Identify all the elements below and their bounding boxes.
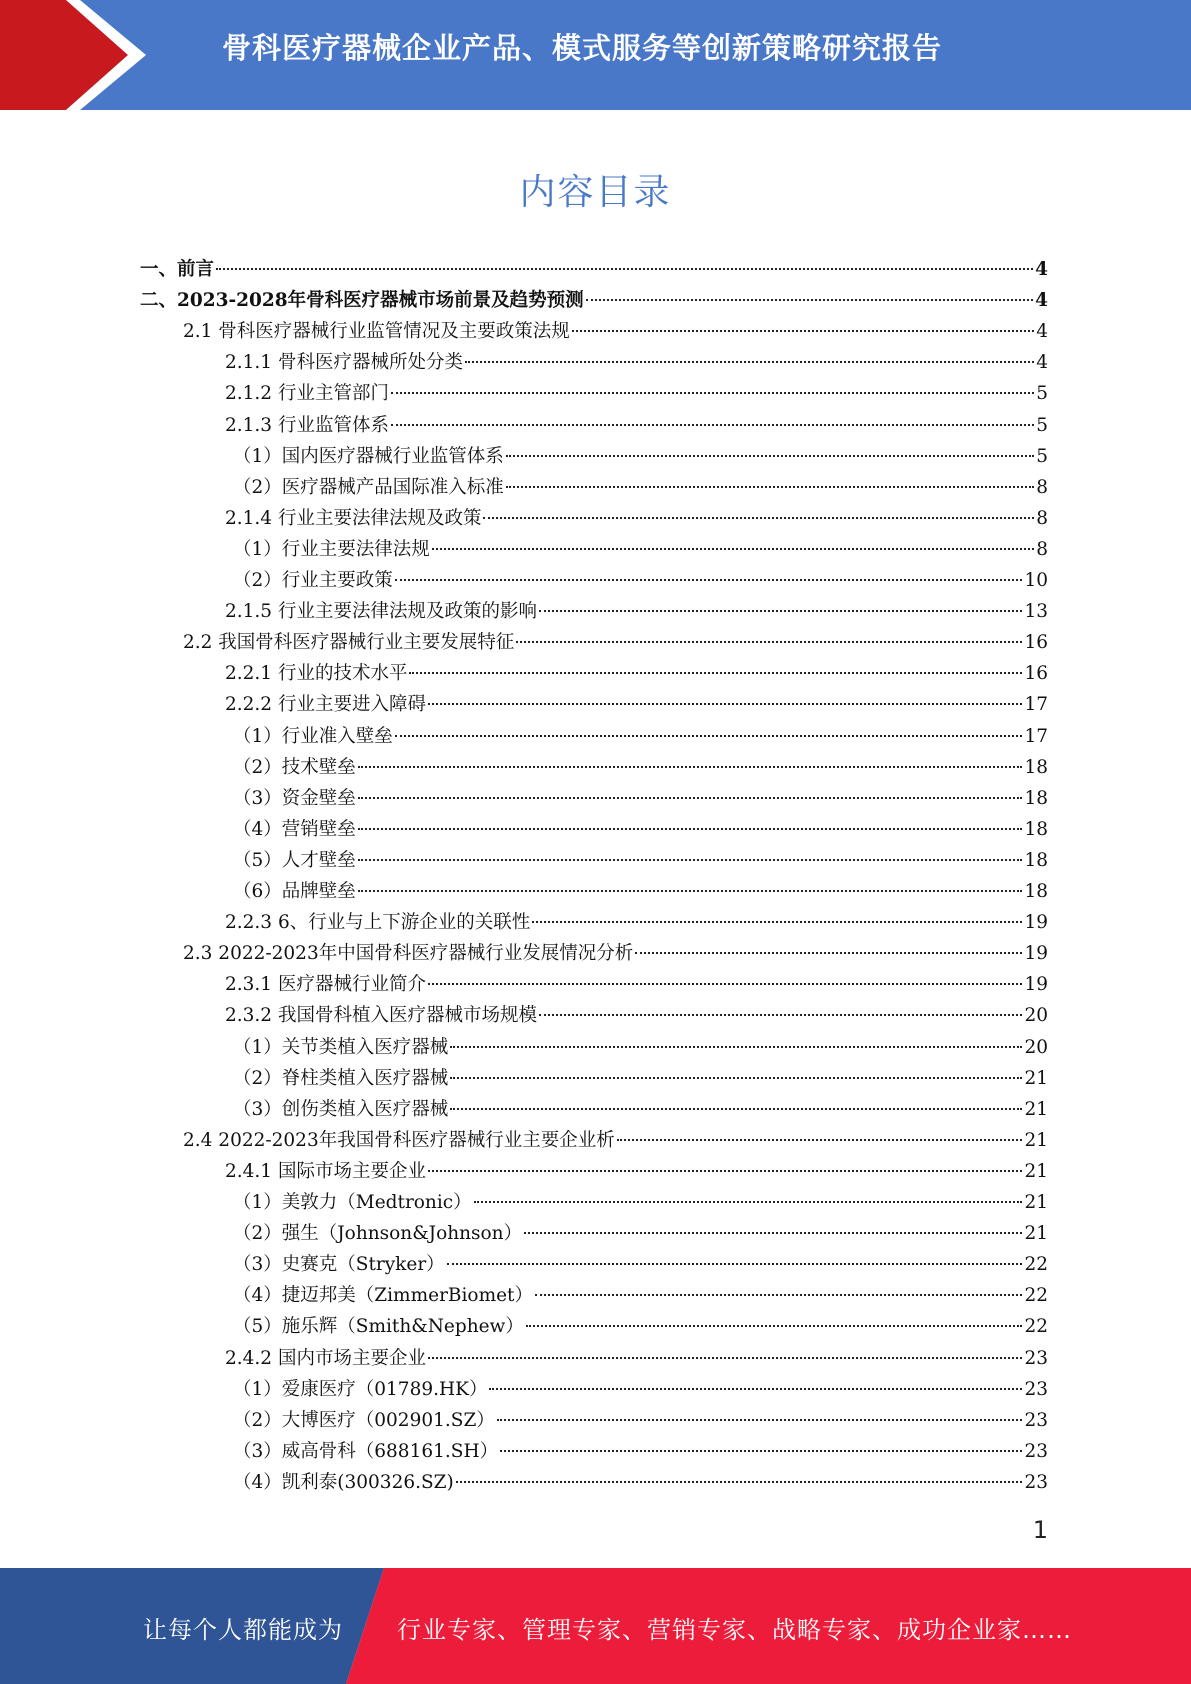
toc-entry-label: 2.1.1 骨科医疗器械所处分类 [225, 352, 463, 374]
toc-entry[interactable] [233, 1032, 1048, 1063]
toc-leader-dots [395, 735, 1023, 737]
toc-entry[interactable] [233, 1280, 1048, 1311]
toc-entry-page: 23 [1024, 1471, 1048, 1493]
toc-entry-page: 23 [1024, 1378, 1048, 1400]
toc-entry-page: 19 [1024, 943, 1048, 965]
toc-entry-label: （5）人才壁垒 [233, 849, 356, 871]
toc-entry-label: （2）技术壁垒 [233, 756, 356, 778]
footer-slogan-right: 行业专家、管理专家、营销专家、战略专家、成功企业家…… [397, 1616, 1072, 1644]
toc-entry-label: （1）关节类植入医疗器械 [233, 1036, 449, 1058]
toc-leader-dots [450, 1077, 1022, 1079]
toc-entry[interactable] [233, 534, 1048, 565]
toc-entry[interactable] [233, 441, 1048, 472]
toc-entry-label: 2.3.1 医疗器械行业简介 [225, 974, 426, 996]
toc-leader-dots [450, 1108, 1022, 1110]
toc-entry-label: （1）美敦力（Medtronic） [233, 1192, 472, 1213]
toc-entry-page: 4 [1035, 290, 1048, 312]
toc-leader-dots [428, 1170, 1022, 1172]
toc-entry[interactable] [183, 938, 1048, 969]
toc-entry-label: （5）施乐辉（Smith&Nephew） [233, 1316, 524, 1338]
toc-leader-dots [539, 1014, 1022, 1016]
toc-leader-dots [432, 548, 1034, 550]
toc-leader-dots [428, 983, 1022, 985]
toc-entry-label: 2.4.1 国际市场主要企业 [225, 1160, 426, 1182]
toc-entry-label: （1）行业主要法律法规 [233, 538, 430, 560]
toc-entry-page: 16 [1024, 632, 1048, 654]
toc-entry-page: 4 [1036, 321, 1048, 343]
toc-leader-dots [572, 330, 1034, 332]
toc-entry-page: 19 [1024, 912, 1048, 934]
footer-slogan-left: 让每个人都能成为 [143, 1616, 343, 1644]
toc-entry-label: （1）行业准入壁垒 [233, 725, 393, 747]
toc-leader-dots [395, 579, 1023, 581]
toc-entry-label: 2.4 2022-2023年我国骨科医疗器械行业主要企业析 [183, 1129, 615, 1151]
toc-entry-label: （6）品牌壁垒 [233, 881, 356, 902]
toc-leader-dots [635, 952, 1022, 954]
toc-entry-label: （3）创伤类植入医疗器械 [233, 1098, 449, 1120]
toc-entry-page: 22 [1024, 1316, 1048, 1338]
toc-entry-label: （3）资金壁垒 [233, 787, 356, 809]
report-title: 骨科医疗器械企业产品、模式服务等创新策略研究报告 [222, 31, 943, 65]
toc-entry-page: 8 [1036, 538, 1048, 560]
toc-entry[interactable] [225, 1156, 1048, 1187]
toc-entry-page: 18 [1024, 849, 1048, 871]
toc-entry-label: （4）凯利泰(300326.SZ) [233, 1471, 454, 1493]
toc-entry[interactable] [233, 1467, 1048, 1498]
toc-entry-label: 二、2023-2028年骨科医疗器械市场前景及趋势预测 [140, 290, 584, 312]
toc-leader-dots [535, 1294, 1022, 1296]
toc-entry-page: 10 [1024, 570, 1048, 591]
toc-entry[interactable] [233, 814, 1048, 845]
toc-entry[interactable] [225, 689, 1048, 720]
toc-entry[interactable] [140, 285, 1048, 316]
toc-entry-page: 23 [1024, 1440, 1048, 1462]
toc-leader-dots [532, 921, 1022, 923]
toc-entry[interactable] [233, 876, 1048, 907]
toc-leader-dots [489, 1388, 1022, 1390]
toc-entry-label: 2.2.3 6、行业与上下游企业的关联性 [225, 912, 531, 934]
toc-entry-label: 2.1.5 行业主要法律法规及政策的影响 [225, 601, 537, 623]
toc-entry-label: 2.4.2 国内市场主要企业 [225, 1347, 426, 1369]
toc-entry-page: 20 [1024, 1036, 1048, 1058]
toc-leader-dots [617, 1139, 1023, 1141]
toc-entry-page: 22 [1024, 1254, 1048, 1276]
toc-entry-label: 一、前言 [140, 259, 215, 280]
toc-entry-label: 2.2.1 行业的技术水平 [225, 663, 408, 685]
toc-entry[interactable] [225, 1343, 1048, 1374]
toc-entry[interactable] [233, 1311, 1048, 1342]
toc-entry-page: 16 [1024, 663, 1048, 685]
toc-entry-label: （3）史赛克（Stryker） [233, 1254, 445, 1276]
toc-entry[interactable] [225, 1000, 1048, 1031]
toc-leader-dots [358, 859, 1023, 861]
toc-entry-label: 2.3 2022-2023年中国骨科医疗器械行业发展情况分析 [183, 943, 634, 965]
toc-entry-label: （3）威高骨科（688161.SH） [233, 1440, 499, 1462]
toc-entry-page: 21 [1024, 1192, 1048, 1213]
toc-entry[interactable] [233, 1063, 1048, 1094]
toc-entry-label: （2）大博医疗（002901.SZ） [233, 1409, 495, 1431]
toc-entry[interactable] [225, 347, 1048, 378]
toc-entry-page: 21 [1024, 1067, 1048, 1089]
toc-entry-label: （4）捷迈邦美（ZimmerBiomet） [233, 1285, 533, 1307]
toc-entry-label: （2）行业主要政策 [233, 570, 393, 591]
toc-entry-page: 4 [1035, 259, 1048, 280]
footer-banner [0, 1568, 1191, 1684]
toc-entry-label: 2.1.2 行业主管部门 [225, 383, 389, 405]
toc-entry[interactable] [225, 658, 1048, 689]
toc-leader-dots [358, 828, 1023, 830]
toc-entry-page: 21 [1024, 1223, 1048, 1245]
toc-entry[interactable] [183, 627, 1048, 658]
toc-entry[interactable] [183, 316, 1048, 347]
toc-entry-label: 2.1.4 行业主要法律法规及政策 [225, 507, 482, 529]
header-banner [0, 0, 1191, 110]
toc-leader-dots [456, 1481, 1023, 1483]
toc-leader-dots [216, 268, 1033, 270]
toc-entry-page: 8 [1036, 507, 1048, 529]
toc-entry-page: 17 [1024, 694, 1048, 716]
toc-entry-page: 21 [1024, 1160, 1048, 1182]
toc-entry[interactable] [233, 1218, 1048, 1249]
toc-leader-dots [428, 703, 1022, 705]
toc-entry-label: （1）国内医疗器械行业监管体系 [233, 445, 504, 467]
page-number: 1 [1032, 1516, 1048, 1544]
toc-entry[interactable] [225, 503, 1048, 534]
toc-entry-label: （4）营销壁垒 [233, 818, 356, 840]
toc-entry-page: 23 [1024, 1409, 1048, 1431]
toc-leader-dots [409, 672, 1022, 674]
toc-entry[interactable] [225, 969, 1048, 1000]
toc-leader-dots [526, 1325, 1023, 1327]
toc-heading: 内容目录 [519, 172, 672, 213]
toc-entry[interactable] [233, 845, 1048, 876]
toc-leader-dots [483, 517, 1034, 519]
toc-leader-dots [516, 641, 1022, 643]
toc-entry[interactable] [183, 1125, 1048, 1156]
toc-entry-page: 21 [1024, 1098, 1048, 1120]
toc-leader-dots [465, 361, 1034, 363]
toc-entry[interactable] [233, 472, 1048, 503]
toc-entry[interactable] [233, 1249, 1048, 1280]
toc-entry[interactable] [233, 1094, 1048, 1125]
toc-entry-page: 18 [1024, 881, 1048, 902]
toc-entry[interactable] [140, 254, 1048, 285]
toc-leader-dots [474, 1201, 1023, 1203]
toc-entry-label: 2.1 骨科医疗器械行业监管情况及主要政策法规 [183, 321, 570, 343]
toc-entry-page: 13 [1024, 601, 1048, 623]
toc-leader-dots [506, 486, 1034, 488]
toc-entry-page: 8 [1036, 476, 1048, 498]
toc-entry[interactable] [233, 1187, 1048, 1218]
toc-entry[interactable] [225, 410, 1048, 441]
toc-leader-dots [500, 1450, 1022, 1452]
toc-entry-label: （2）医疗器械产品国际准入标准 [233, 476, 504, 498]
toc-entry[interactable] [233, 783, 1048, 814]
toc-leader-dots [358, 766, 1023, 768]
toc-entry-page: 5 [1036, 414, 1048, 436]
toc-entry[interactable] [233, 1374, 1048, 1405]
toc-entry[interactable] [233, 721, 1048, 752]
toc-entry[interactable] [225, 907, 1048, 938]
toc-entry[interactable] [225, 596, 1048, 627]
toc-entry-page: 5 [1036, 383, 1048, 405]
toc-entry-page: 20 [1024, 1005, 1048, 1027]
toc-entry-page: 18 [1024, 818, 1048, 840]
toc-entry[interactable] [233, 565, 1048, 596]
toc-leader-dots [358, 797, 1023, 799]
toc-entry-page: 17 [1024, 725, 1048, 747]
toc-entry-page: 21 [1024, 1129, 1048, 1151]
toc-entry-label: 2.3.2 我国骨科植入医疗器械市场规模 [225, 1005, 537, 1027]
toc-leader-dots [358, 890, 1023, 892]
toc-entry-page: 5 [1036, 445, 1048, 467]
toc-leader-dots [450, 1046, 1022, 1048]
toc-entry-page: 23 [1024, 1347, 1048, 1369]
toc-entry-page: 4 [1036, 352, 1048, 374]
toc-entry[interactable] [233, 1436, 1048, 1467]
toc-entry-label: 2.2.2 行业主要进入障碍 [225, 694, 426, 716]
toc-entry-page: 19 [1024, 974, 1048, 996]
toc-entry-label: 2.1.3 行业监管体系 [225, 414, 389, 436]
toc-leader-dots [539, 610, 1022, 612]
toc-leader-dots [497, 1419, 1023, 1421]
toc-entry[interactable] [225, 378, 1048, 409]
toc-entry-label: （2）强生（Johnson&Johnson） [233, 1223, 523, 1245]
toc-leader-dots [391, 392, 1034, 394]
toc-entry[interactable] [233, 1405, 1048, 1436]
toc-entry-label: （2）脊柱类植入医疗器械 [233, 1067, 449, 1089]
toc-entry-page: 18 [1024, 787, 1048, 809]
toc-leader-dots [524, 1232, 1022, 1234]
toc-leader-dots [506, 455, 1034, 457]
toc-leader-dots [428, 1357, 1022, 1359]
toc-leader-dots [586, 299, 1033, 301]
toc-entry-label: （1）爱康医疗（01789.HK） [233, 1378, 488, 1400]
toc-entry-page: 22 [1024, 1285, 1048, 1307]
toc-entry[interactable] [233, 752, 1048, 783]
toc-leader-dots [391, 424, 1034, 426]
toc-leader-dots [447, 1263, 1023, 1265]
toc-entry-page: 18 [1024, 756, 1048, 778]
toc-entry-label: 2.2 我国骨科医疗器械行业主要发展特征 [183, 632, 515, 654]
